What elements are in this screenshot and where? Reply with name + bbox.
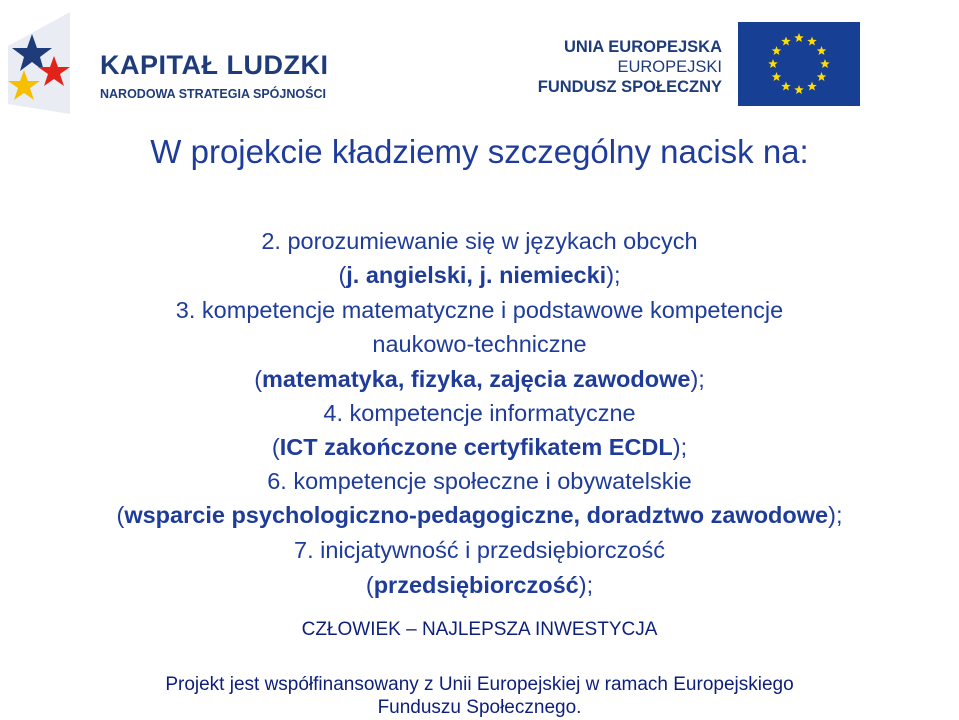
line-emphasis: przedsiębiorczość	[373, 572, 579, 598]
eu-line-1: UNIA EUROPEJSKA	[564, 38, 722, 56]
competency-line	[0, 398, 959, 428]
eu-line-2: EUROPEJSKI	[617, 58, 722, 76]
line-text: naukowo-techniczne	[372, 331, 587, 357]
competency-line	[0, 432, 959, 462]
line-text-end: );	[578, 572, 594, 598]
line-text: (	[254, 366, 263, 392]
competency-line	[0, 535, 959, 565]
eu-line-3: FUNDUSZ SPOŁECZNY	[537, 78, 722, 96]
motto: CZŁOWIEK – NAJLEPSZA INWESTYCJA	[301, 619, 658, 640]
competency-line	[0, 364, 959, 394]
eu-logo	[537, 22, 860, 108]
line-text: 7. inicjatywność i przedsiębiorczość	[294, 537, 665, 563]
eu-logo-text	[538, 37, 722, 97]
line-text: 2. porozumiewanie się w językach obcych	[261, 228, 698, 254]
competency-line	[0, 500, 959, 530]
line-emphasis: j. angielski, j. niemiecki	[346, 262, 607, 288]
page-heading: W projekcie kładziemy szczególny nacisk na:	[150, 133, 809, 170]
kapital-ludzki-logo	[4, 8, 334, 118]
line-emphasis: matematyka, fizyka, zajęcia zawodowe	[262, 366, 691, 392]
line-text: (	[116, 502, 125, 528]
line-text-end: );	[606, 262, 621, 288]
line-text-end: );	[672, 434, 688, 460]
competency-line	[0, 260, 959, 290]
line-emphasis: ICT zakończone certyfikatem ECDL	[279, 434, 673, 460]
competency-line	[0, 466, 959, 496]
line-text: (	[271, 434, 280, 460]
competency-line	[0, 226, 959, 256]
line-emphasis: wsparcie psychologiczno-pedagogiczne, doradztwo zawodowe	[124, 502, 829, 528]
footer-line-2: Funduszu Społecznego.	[377, 697, 582, 718]
footer-line-1: Projekt jest współfinansowany z Unii Europejskiej w ramach Europejskiego	[165, 674, 794, 695]
line-text: (	[365, 572, 374, 598]
kapital-ludzki-title: KAPITAŁ LUDZKI	[100, 50, 329, 80]
competency-line	[0, 329, 959, 359]
line-text-end: );	[828, 502, 843, 528]
kapital-ludzki-subtitle: NARODOWA STRATEGIA SPÓJNOŚCI	[100, 87, 326, 101]
competency-line	[0, 570, 959, 600]
line-text: 4. kompetencje informatyczne	[323, 400, 636, 426]
line-text: 6. kompetencje społeczne i obywatelskie	[267, 468, 692, 494]
eu-flag-icon	[738, 22, 860, 106]
competency-line	[0, 295, 959, 325]
line-text: (	[338, 262, 347, 288]
kapital-ludzki-emblem-icon	[4, 8, 96, 118]
line-text-end: );	[690, 366, 705, 392]
line-text: 3. kompetencje matematyczne i podstawowe kompetencje	[175, 297, 784, 323]
